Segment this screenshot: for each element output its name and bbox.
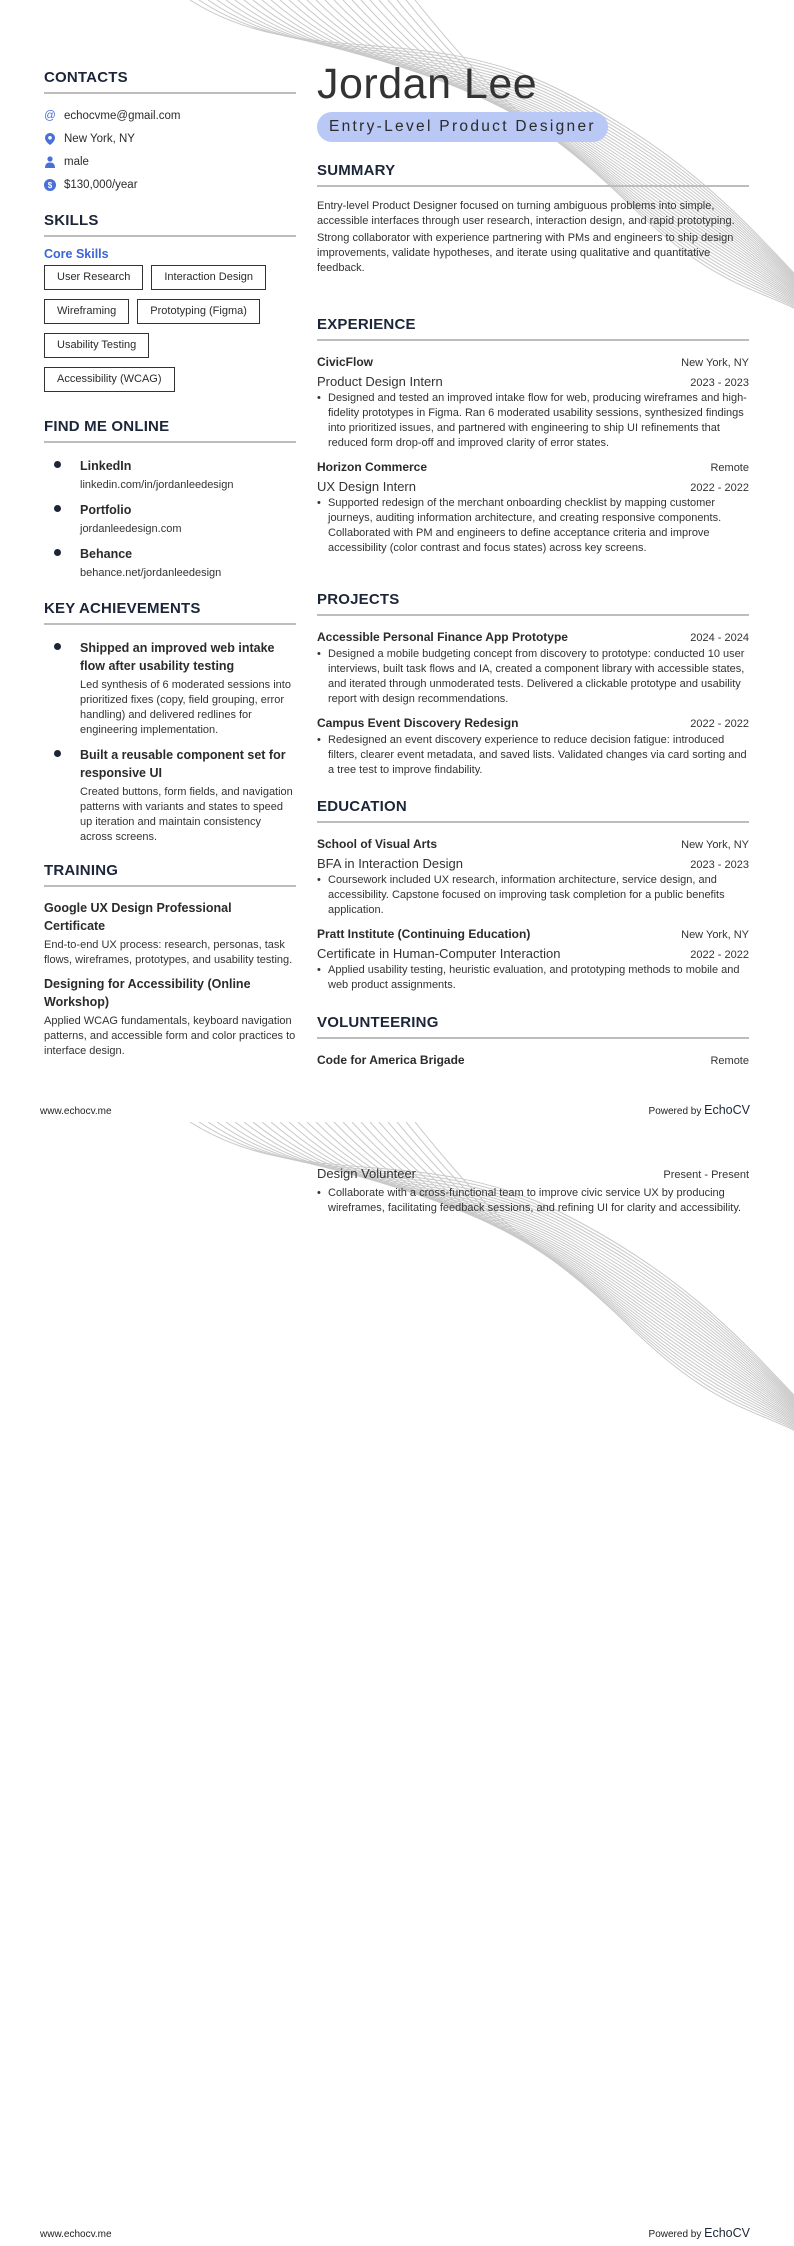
contact-salary <box>44 173 296 196</box>
bullet: • Designed a mobile budgeting concept from discovery to prototype: conducted 10 user interviews, built task flows and IA, created a component library with accessible states, and iterated through unmoderated tests. Delivered a clickable prototype and usability report with design recommendations. <box>317 647 749 707</box>
summary-paragraph: Entry-level Product Designer focused on turning ambiguous problems into simple, accessible interfaces through user research, interaction design, and rapid prototyping. <box>317 200 735 227</box>
project-entry <box>317 628 749 707</box>
organization-name: Code for America Brigade <box>317 1053 465 1067</box>
contact-text: echocvme@gmail.com <box>64 109 181 122</box>
training-title: Google UX Design Professional Certificate <box>44 901 232 933</box>
page-footer <box>40 1103 750 1117</box>
header <box>317 60 749 142</box>
bullet-dot <box>54 549 61 556</box>
svg-text:$: $ <box>47 180 53 190</box>
project-name: Accessible Personal Finance App Prototype <box>317 630 568 644</box>
bullet: • Coursework included UX research, information architecture, service design, and accessibility. Capstone focused on improving task completion for a public benefits application. <box>317 873 749 918</box>
powered-label: Powered by <box>648 1106 702 1117</box>
contact-location <box>44 127 296 150</box>
experience-entry <box>317 353 749 451</box>
location: Remote <box>710 462 749 474</box>
contacts-section <box>44 69 296 196</box>
section-heading: SKILLS <box>44 212 296 237</box>
section-heading: VOLUNTEERING <box>317 1014 749 1039</box>
section-heading: EDUCATION <box>317 798 749 823</box>
powered-by <box>649 2226 750 2240</box>
volunteering-continued <box>317 1164 749 1216</box>
dates: Present - Present <box>663 1169 749 1181</box>
skill-tag: Accessibility (WCAG) <box>44 367 175 392</box>
online-url[interactable]: linkedin.com/in/jordanleedesign <box>80 479 234 491</box>
footer-site-link[interactable]: www.echocv.me <box>40 1106 112 1117</box>
summary-paragraph: Strong collaborator with experience partnering with PMs and engineers to ship design improvements, validate hypotheses, and iterate using qualitative and quantitative feedback. <box>317 232 734 274</box>
location: New York, NY <box>681 929 749 941</box>
training-desc: Applied WCAG fundamentals, keyboard navigation patterns, and accessible form and color practices to interface design. <box>44 1015 296 1057</box>
skill-tags <box>44 265 284 392</box>
dates: 2023 - 2023 <box>690 377 749 389</box>
section-heading: EXPERIENCE <box>317 316 749 341</box>
dates: 2024 - 2024 <box>690 632 749 644</box>
contact-text: male <box>64 155 89 168</box>
bullet-dot <box>54 461 61 468</box>
company-name: CivicFlow <box>317 355 374 369</box>
job-title-badge: Entry-Level Product Designer <box>317 112 608 142</box>
skill-tag: Prototyping (Figma) <box>137 299 260 324</box>
section-heading: PROJECTS <box>317 591 749 616</box>
section-heading: FIND ME ONLINE <box>44 418 296 443</box>
education-entry <box>317 925 749 993</box>
experience-entry <box>317 458 749 556</box>
contact-text: $130,000/year <box>64 178 138 191</box>
at-icon: @ <box>44 109 56 122</box>
skill-tag: Wireframing <box>44 299 129 324</box>
online-url[interactable]: jordanleedesign.com <box>80 523 182 535</box>
skill-group-title: Core Skills <box>44 247 109 261</box>
location-pin-icon <box>44 133 56 145</box>
section-heading: KEY ACHIEVEMENTS <box>44 600 296 625</box>
skills-section <box>44 212 296 392</box>
section-heading: CONTACTS <box>44 69 296 94</box>
achievement-item <box>44 639 296 738</box>
bullet-dot <box>54 643 61 650</box>
location: Remote <box>710 1055 749 1067</box>
company-name: Horizon Commerce <box>317 460 428 474</box>
footer-site-link[interactable]: www.echocv.me <box>40 2229 112 2240</box>
school-name: School of Visual Arts <box>317 837 438 851</box>
volunteering-section <box>317 1014 749 1070</box>
section-heading: SUMMARY <box>317 162 749 187</box>
online-label: LinkedIn <box>80 459 132 473</box>
candidate-name: Jordan Lee <box>317 60 538 108</box>
experience-section <box>317 316 749 563</box>
person-icon <box>44 156 56 168</box>
bullet: • Designed and tested an improved intake flow for web, producing wireframes and high-fidelity prototypes in Figma. Ran 6 moderated usability sessions, synthesized findings into prioritized issues, and partnered with engineering to ship UI refinements that reduced form drop-off and improved clarity of error states. <box>317 391 749 451</box>
volunteer-role: Design Volunteer <box>317 1166 417 1181</box>
bullet: • Applied usability testing, heuristic evaluation, and prototyping methods to mobile and web product assignments. <box>317 963 749 993</box>
contact-text: New York, NY <box>64 132 135 145</box>
section-heading: TRAINING <box>44 862 296 887</box>
powered-label: Powered by <box>648 2229 702 2240</box>
achievement-item <box>44 746 296 845</box>
dates: 2022 - 2022 <box>690 482 749 494</box>
training-section <box>44 862 296 1066</box>
project-entry <box>317 714 749 778</box>
skill-tag: User Research <box>44 265 143 290</box>
achievement-title: Shipped an improved web intake flow after usability testing <box>80 641 275 673</box>
job-role: Product Design Intern <box>317 374 443 389</box>
dates: 2023 - 2023 <box>690 859 749 871</box>
degree: BFA in Interaction Design <box>317 856 463 871</box>
degree: Certificate in Human-Computer Interaction <box>317 946 561 961</box>
education-section <box>317 798 749 1000</box>
training-title: Designing for Accessibility (Online Workshop) <box>44 977 251 1009</box>
dates: 2022 - 2022 <box>690 949 749 961</box>
skill-tag: Usability Testing <box>44 333 149 358</box>
project-name: Campus Event Discovery Redesign <box>317 716 519 730</box>
job-role: UX Design Intern <box>317 479 416 494</box>
achievements-section <box>44 600 296 853</box>
bullet: • Supported redesign of the merchant onboarding checklist by mapping customer journeys, auditing information architecture, and creating responsive components. Collaborated with PM and engineers to define acceptance criteria and improve accessibility (color contrast and focus states) across key screens. <box>317 496 749 556</box>
page-footer <box>40 2226 750 2240</box>
location: New York, NY <box>681 839 749 851</box>
online-item[interactable] <box>44 545 296 581</box>
contact-email[interactable] <box>44 104 296 127</box>
online-section <box>44 418 296 589</box>
online-item[interactable] <box>44 501 296 537</box>
summary-section <box>317 162 749 276</box>
training-desc: End-to-end UX process: research, personas, task flows, wireframes, prototypes, and usability testing. <box>44 939 293 966</box>
powered-by <box>649 1103 750 1117</box>
online-url[interactable]: behance.net/jordanleedesign <box>80 567 222 579</box>
online-label: Portfolio <box>80 503 132 517</box>
achievement-desc: Created buttons, form fields, and navigation patterns with variants and states to speed up iteration and maintain consistency across screens. <box>80 786 293 843</box>
brand-logo[interactable]: EchoCV <box>704 2226 750 2240</box>
dates: 2022 - 2022 <box>690 718 749 730</box>
bullet: • Collaborate with a cross-functional team to improve civic service UX by producing wireframes, facilitating feedback sessions, and refining UI for clarity and accessibility. <box>317 1186 749 1216</box>
brand-logo[interactable]: EchoCV <box>704 1103 750 1117</box>
dollar-icon <box>44 179 56 191</box>
education-entry <box>317 835 749 918</box>
online-item[interactable] <box>44 457 296 493</box>
achievement-desc: Led synthesis of 6 moderated sessions into prioritized fixes (copy, field grouping, error handling) and delivered redlines for engineering implementation. <box>80 679 291 736</box>
bullet: • Redesigned an event discovery experience to reduce decision fatigue: introduced filters, clearer event metadata, and saved lists. Validated changes via card sorting and a tree test to improve findability. <box>317 733 749 778</box>
bullet-dot <box>54 505 61 512</box>
achievement-title: Built a reusable component set for responsive UI <box>80 748 286 780</box>
online-label: Behance <box>80 547 133 561</box>
contact-gender <box>44 150 296 173</box>
bullet-dot <box>54 750 61 757</box>
skill-tag: Interaction Design <box>151 265 266 290</box>
school-name: Pratt Institute (Continuing Education) <box>317 927 531 941</box>
projects-section <box>317 591 749 785</box>
location: New York, NY <box>681 357 749 369</box>
